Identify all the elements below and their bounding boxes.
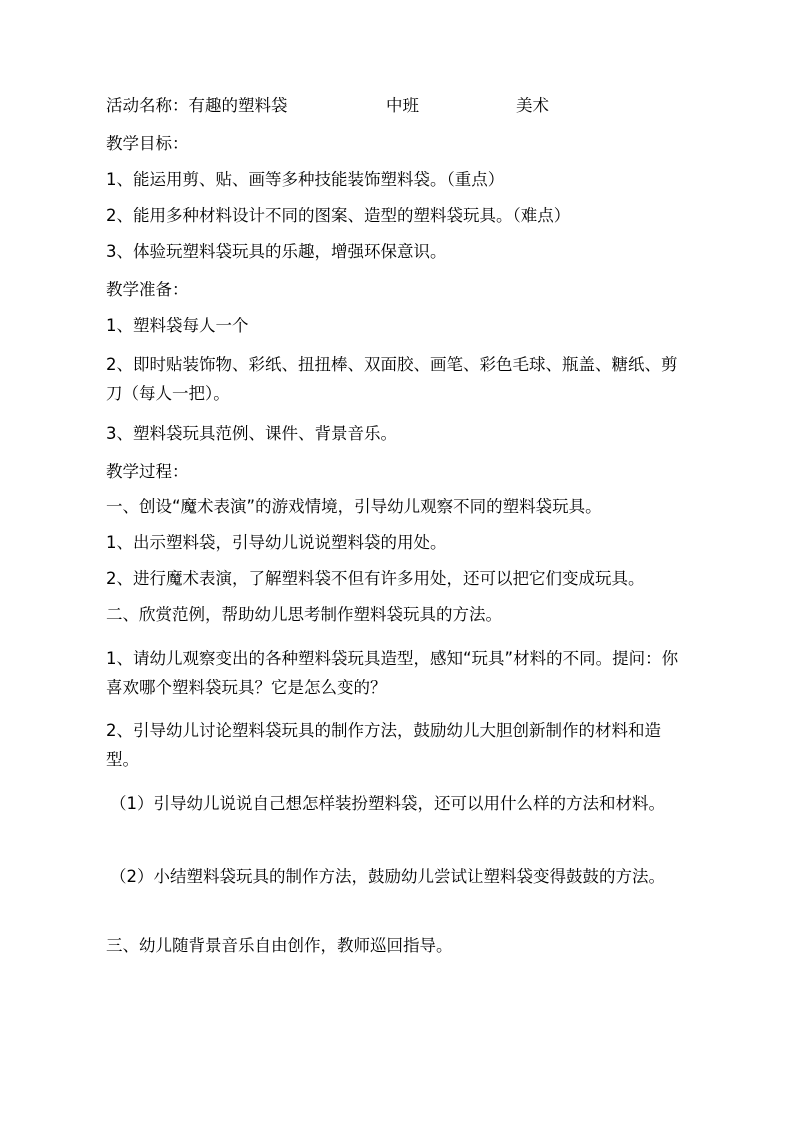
process-step: 2、进行魔术表演，了解塑料袋不但有许多用处，还可以把它们变成玩具。 [106, 569, 645, 588]
activity-name: 活动名称：有趣的塑料袋 [106, 96, 288, 115]
class-level: 中班 [386, 96, 419, 115]
subject: 美术 [516, 96, 549, 115]
prep-heading: 教学准备： [106, 280, 189, 299]
prep-item: 1、塑料袋每人一个 [106, 316, 249, 335]
process-step: 1、请幼儿观察变出的各种塑料袋玩具造型，感知“玩具”材料的不同。提问：你喜欢哪个塑料袋玩具？它是怎么变的？ [106, 649, 679, 697]
goal-item: 2、能用多种材料设计不同的图案、造型的塑料袋玩具。（难点） [106, 206, 571, 225]
process-step: 一、创设“魔术表演”的游戏情境，引导幼儿观察不同的塑料袋玩具。 [106, 497, 602, 516]
process-heading: 教学过程： [106, 462, 189, 481]
process-step: 1、出示塑料袋，引导幼儿说说塑料袋的用处。 [106, 533, 447, 552]
process-step: 2、引导幼儿讨论塑料袋玩具的制作方法，鼓励幼儿大胆创新制作的材料和造型。 [106, 721, 661, 769]
process-step: 二、欣赏范例，帮助幼儿思考制作塑料袋玩具的方法。 [106, 605, 502, 624]
process-substep: （1）引导幼儿说说自己想怎样装扮塑料袋，还可以用什么样的方法和材料。 [110, 794, 665, 813]
prep-item: 3、塑料袋玩具范例、课件、背景音乐。 [106, 424, 397, 443]
process-step: 三、幼儿随背景音乐自由创作，教师巡回指导。 [106, 936, 453, 955]
goal-item: 3、体验玩塑料袋玩具的乐趣，增强环保意识。 [106, 242, 447, 261]
process-substep: （2）小结塑料袋玩具的制作方法，鼓励幼儿尝试让塑料袋变得鼓鼓的方法。 [110, 867, 665, 886]
goal-item: 1、能运用剪、贴、画等多种技能装饰塑料袋。（重点） [106, 170, 505, 189]
goals-heading: 教学目标： [106, 134, 189, 153]
prep-item: 2、即时贴装饰物、彩纸、扭扭棒、双面胶、画笔、彩色毛球、瓶盖、糖纸、剪刀（每人一把）。 [106, 355, 678, 403]
